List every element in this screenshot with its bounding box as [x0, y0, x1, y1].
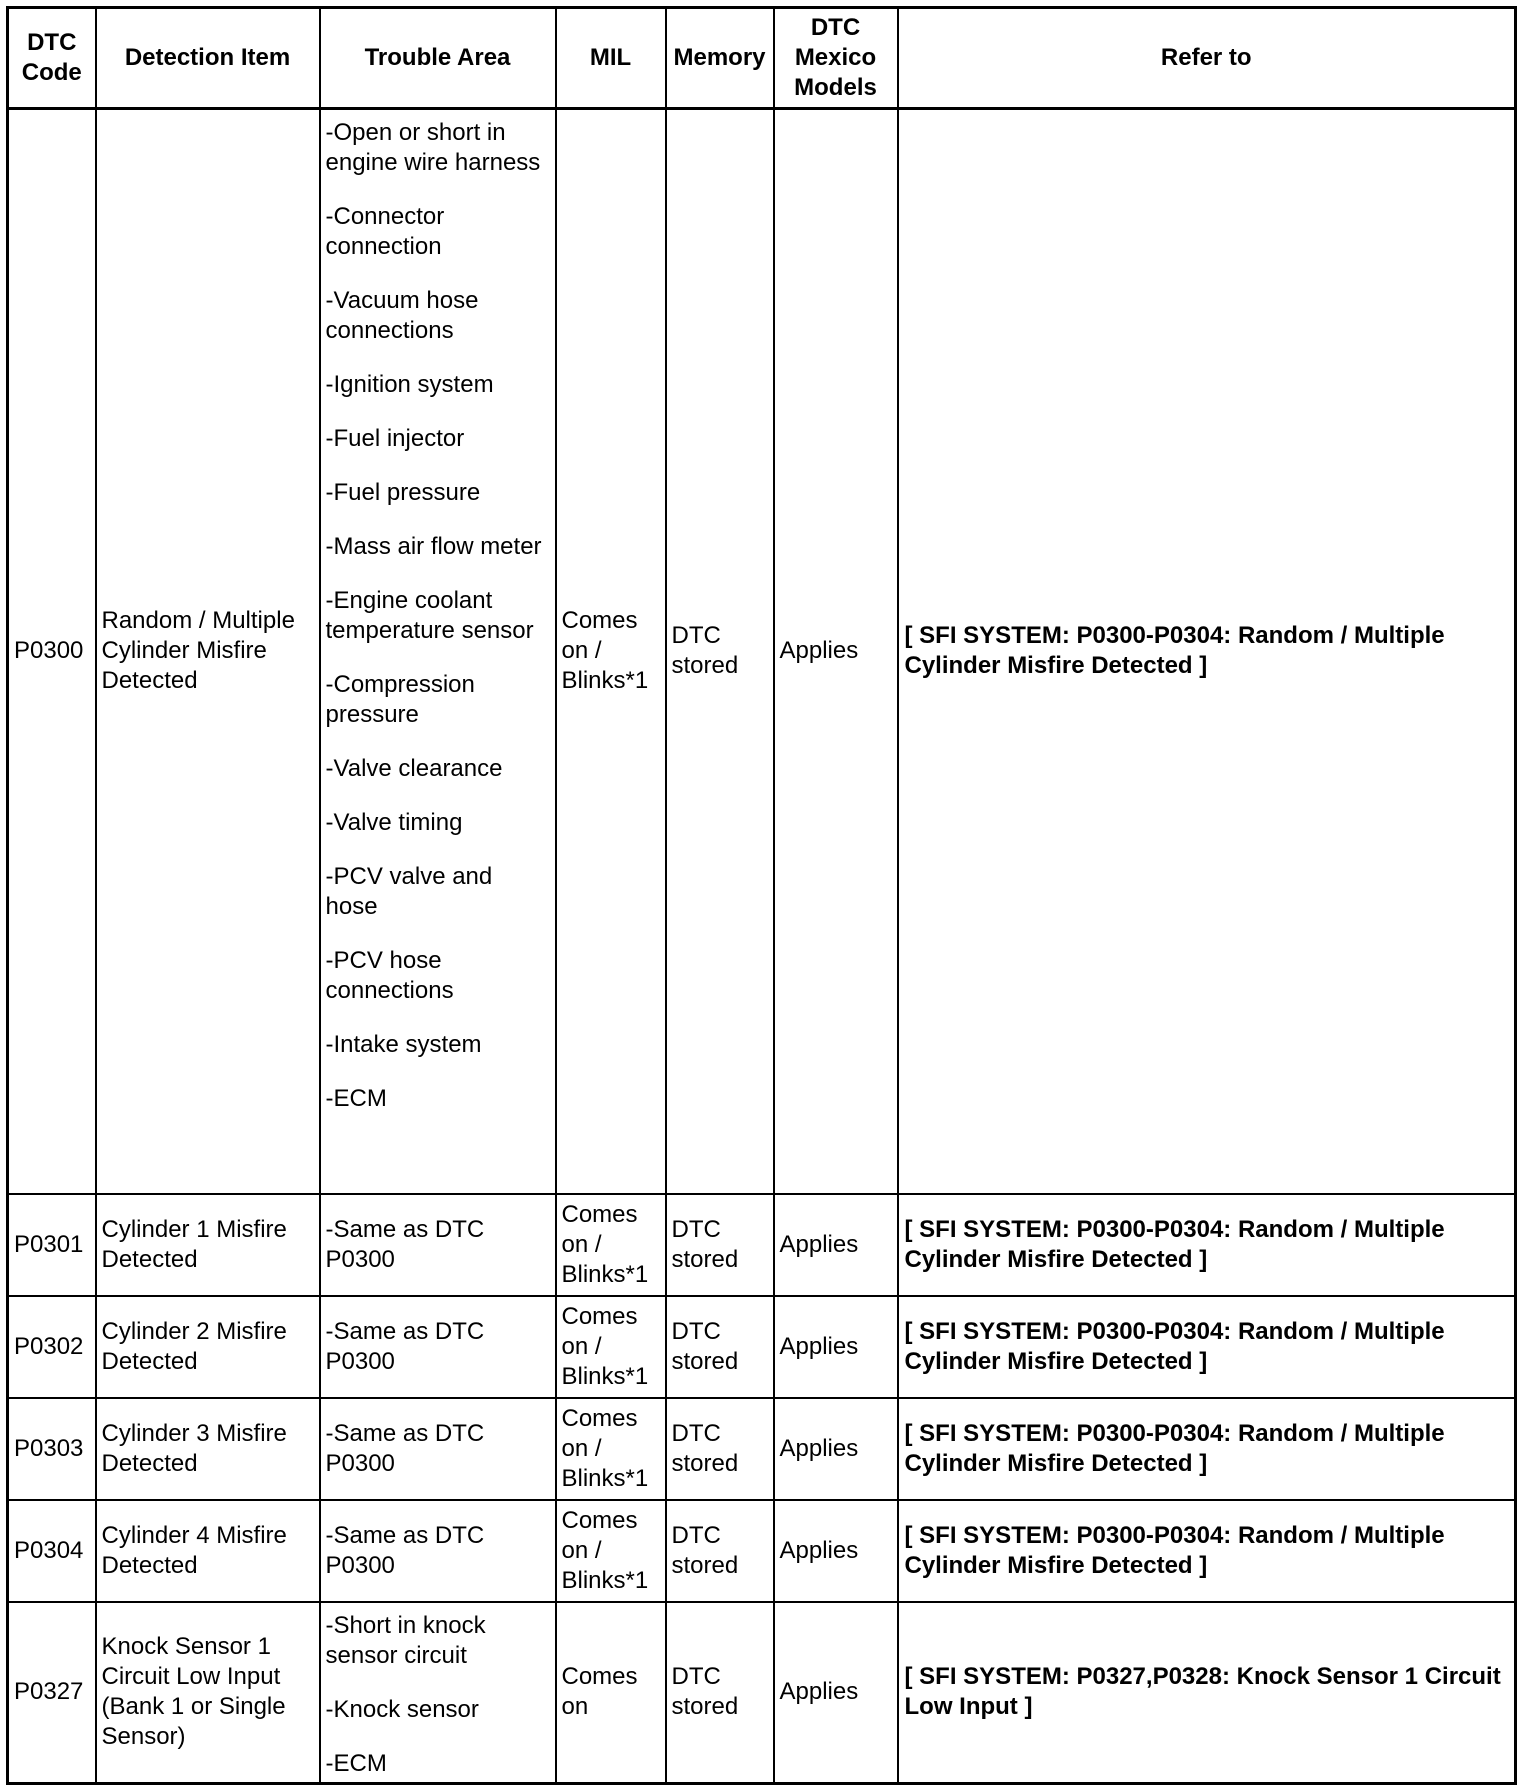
trouble-area-cell: -Same as DTC P0300 — [320, 1500, 556, 1602]
table-row — [8, 1602, 1516, 1784]
memory-cell: DTC stored — [666, 1602, 774, 1784]
trouble-item: -Connector connection — [325, 203, 445, 260]
trouble-area-cell: -Same as DTC P0300 — [320, 1194, 556, 1296]
mil-cell: Comes on — [556, 1602, 666, 1784]
trouble-item: -Short in knock sensor circuit — [325, 1611, 486, 1669]
refer-link[interactable]: [ SFI SYSTEM: P0300-P0304: Random / Multiple Cylinder Misfire Detected ] — [904, 1317, 1445, 1375]
trouble-item: -Intake system — [325, 1031, 482, 1058]
trouble-item: -Fuel pressure — [325, 479, 481, 506]
dtc-code-cell: P0304 — [8, 1500, 96, 1602]
refer-to-cell — [898, 1398, 1516, 1500]
dtc-code-cell: P0327 — [8, 1602, 96, 1784]
table-row — [8, 1500, 1516, 1602]
header-detection-item: Detection Item — [96, 8, 320, 109]
memory-cell: DTC stored — [666, 109, 774, 1194]
mil-cell: Comes on / Blinks*1 — [556, 1296, 666, 1398]
memory-cell: DTC stored — [666, 1398, 774, 1500]
mexico-models-cell: Applies — [774, 109, 898, 1194]
trouble-item: -ECM — [325, 1749, 387, 1777]
header-dtc-code: DTC Code — [8, 8, 96, 109]
refer-link[interactable]: [ SFI SYSTEM: P0300-P0304: Random / Multiple Cylinder Misfire Detected ] — [904, 1419, 1445, 1477]
trouble-item: -Ignition system — [325, 371, 494, 398]
trouble-area-cell — [320, 109, 556, 1194]
trouble-item: -Compression pressure — [325, 671, 475, 728]
detection-item-cell: Random / Multiple Cylinder Misfire Detected — [96, 109, 320, 1194]
detection-item-cell: Cylinder 1 Misfire Detected — [96, 1194, 320, 1296]
detection-item-cell: Cylinder 4 Misfire Detected — [96, 1500, 320, 1602]
memory-cell: DTC stored — [666, 1296, 774, 1398]
table-row — [8, 1398, 1516, 1500]
trouble-item: -PCV hose connections — [325, 947, 454, 1004]
mexico-models-cell: Applies — [774, 1296, 898, 1398]
mexico-models-cell: Applies — [774, 1602, 898, 1784]
trouble-item: -ECM — [325, 1085, 387, 1112]
mil-cell: Comes on / Blinks*1 — [556, 1398, 666, 1500]
refer-to-cell — [898, 109, 1516, 1194]
dtc-table — [6, 6, 1517, 1785]
mexico-models-cell: Applies — [774, 1398, 898, 1500]
trouble-item: -Fuel injector — [325, 425, 465, 452]
header-refer-to: Refer to — [898, 8, 1516, 109]
refer-to-cell — [898, 1500, 1516, 1602]
refer-to-cell — [898, 1194, 1516, 1296]
detection-item-cell: Cylinder 3 Misfire Detected — [96, 1398, 320, 1500]
refer-to-cell — [898, 1602, 1516, 1784]
memory-cell: DTC stored — [666, 1500, 774, 1602]
header-mil: MIL — [556, 8, 666, 109]
trouble-item: -Vacuum hose connections — [325, 287, 479, 344]
mil-cell: Comes on / Blinks*1 — [556, 1194, 666, 1296]
refer-to-cell — [898, 1296, 1516, 1398]
trouble-item: -Knock sensor — [325, 1695, 479, 1723]
mil-cell: Comes on / Blinks*1 — [556, 1500, 666, 1602]
trouble-item: -Valve timing — [325, 809, 463, 836]
trouble-item: -Engine coolant temperature sensor — [325, 587, 534, 644]
header-dtc-mexico-models: DTC Mexico Models — [774, 8, 898, 109]
trouble-item: -Mass air flow meter — [325, 533, 542, 560]
trouble-area-cell: -Same as DTC P0300 — [320, 1398, 556, 1500]
table-row — [8, 1296, 1516, 1398]
trouble-item: -Open or short in engine wire harness — [325, 119, 541, 176]
mexico-models-cell: Applies — [774, 1500, 898, 1602]
mexico-models-cell: Applies — [774, 1194, 898, 1296]
header-memory: Memory — [666, 8, 774, 109]
trouble-item: -Valve clearance — [325, 755, 503, 782]
dtc-code-cell: P0300 — [8, 109, 96, 1194]
memory-cell: DTC stored — [666, 1194, 774, 1296]
refer-link[interactable]: [ SFI SYSTEM: P0300-P0304: Random / Multiple Cylinder Misfire Detected ] — [904, 622, 1445, 680]
table-row — [8, 109, 1516, 1194]
refer-link[interactable]: [ SFI SYSTEM: P0327,P0328: Knock Sensor 1 Circuit Low Input ] — [904, 1663, 1501, 1720]
dtc-code-cell: P0303 — [8, 1398, 96, 1500]
trouble-area-cell — [320, 1602, 556, 1784]
detection-item-cell: Knock Sensor 1 Circuit Low Input (Bank 1 or Single Sensor) — [96, 1602, 320, 1784]
dtc-code-cell: P0301 — [8, 1194, 96, 1296]
table-header-row — [8, 8, 1516, 109]
detection-item-cell: Cylinder 2 Misfire Detected — [96, 1296, 320, 1398]
dtc-code-cell: P0302 — [8, 1296, 96, 1398]
mil-cell: Comes on / Blinks*1 — [556, 109, 666, 1194]
trouble-item: -PCV valve and hose — [325, 863, 493, 920]
table-row — [8, 1194, 1516, 1296]
refer-link[interactable]: [ SFI SYSTEM: P0300-P0304: Random / Multiple Cylinder Misfire Detected ] — [904, 1215, 1445, 1273]
trouble-area-cell: -Same as DTC P0300 — [320, 1296, 556, 1398]
refer-link[interactable]: [ SFI SYSTEM: P0300-P0304: Random / Multiple Cylinder Misfire Detected ] — [904, 1521, 1445, 1579]
header-trouble-area: Trouble Area — [320, 8, 556, 109]
